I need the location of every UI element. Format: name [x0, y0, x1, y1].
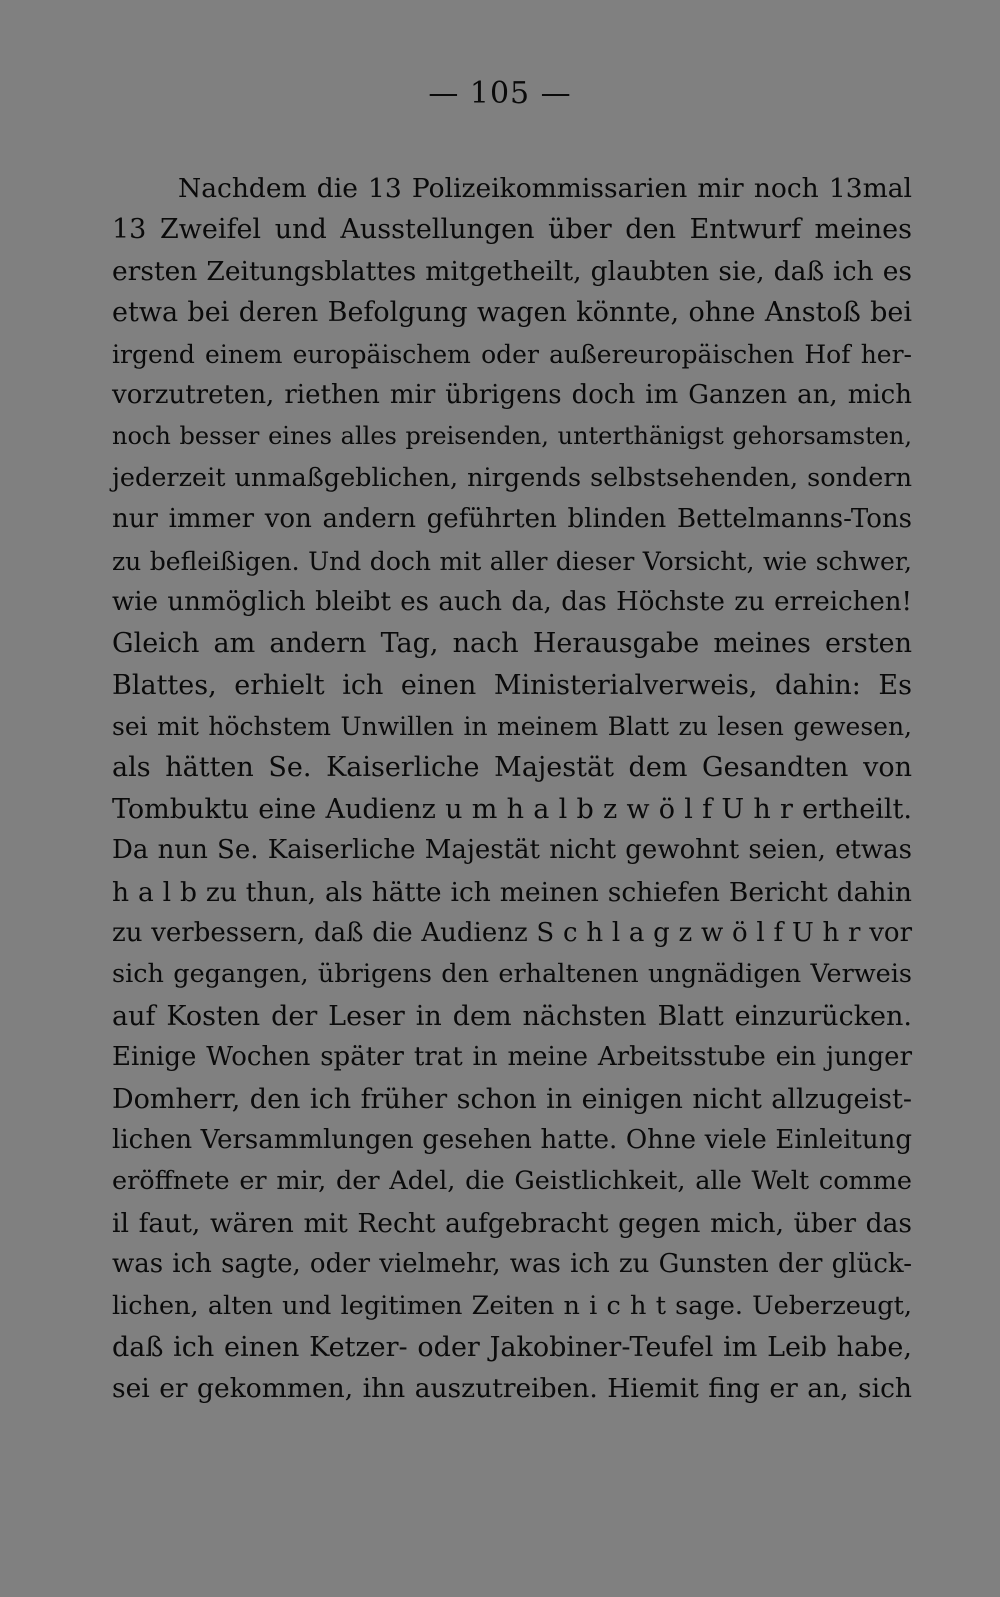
text-line: auf Kosten der Leser in dem nächsten Blatt einzurücken.	[112, 1000, 912, 1032]
text-line: jederzeit unmaßgeblichen, nirgends selbstsehenden, sondern	[112, 462, 912, 493]
text-line: als hätten Se. Kaiserliche Majestät dem Gesandten von	[112, 752, 912, 784]
text-line: il faut, wären mit Recht aufgebracht gegen mich, über das	[112, 1207, 912, 1239]
text-line: vorzutreten, riethen mir übrigens doch im Ganzen an, mich	[112, 379, 912, 410]
text-line: daß ich einen Ketzer- oder Jakobiner-Teufel im Leib habe,	[112, 1331, 912, 1363]
text-line: noch besser eines alles preisenden, unterthänigst gehorsamsten,	[112, 422, 912, 451]
text-line: Da nun Se. Kaiserliche Majestät nicht gewohnt seien, etwas	[112, 835, 912, 866]
text-line: lichen Versammlungen gesehen hatte. Ohne viele Einleitung	[112, 1124, 912, 1155]
text-line: lichen, alten und legitimen Zeiten n i c h t sage. Ueberzeugt,	[112, 1290, 912, 1321]
text-line: Domherr, den ich früher schon in einigen nicht allzugeist-	[112, 1083, 912, 1115]
text-line: Nachdem die 13 Polizeikommissarien mir noch 13mal	[178, 173, 912, 204]
text-line: eröffnete er mir, der Adel, die Geistlichkeit, alle Welt comme	[112, 1166, 912, 1197]
text-line: zu befleißigen. Und doch mit aller dieser Vorsicht, wie schwer,	[112, 546, 912, 576]
text-line: Tombuktu eine Audienz u m h a l b z w ö l f U h r ertheilt.	[112, 793, 912, 825]
text-line: zu verbessern, daß die Audienz S c h l a g z w ö l f U h r vor	[112, 918, 912, 949]
text-line: wie unmöglich bleibt es auch da, das Höchste zu erreichen!	[112, 586, 912, 617]
text-line: sei mit höchstem Unwillen in meinem Blatt zu lesen gewesen,	[112, 712, 912, 742]
text-line: 13 Zweifel und Ausstellungen über den Entwurf meines	[112, 214, 912, 246]
text-line: irgend einem europäischem oder außereuropäischen Hof her-	[112, 339, 912, 369]
text-line: sei er gekommen, ihn auszutreiben. Hiemit fing er an, sich	[112, 1373, 912, 1405]
text-line: sich gegangen, übrigens den erhaltenen ungnädigen Verweis	[112, 959, 912, 990]
text-line: Einige Wochen später trat in meine Arbeitsstube ein junger	[112, 1042, 912, 1073]
text-line: Gleich am andern Tag, nach Herausgabe meines ersten	[112, 628, 912, 660]
body-text	[112, 168, 912, 1410]
text-line: h a l b zu thun, als hätte ich meinen schiefen Bericht dahin	[112, 876, 912, 908]
text-line: ersten Zeitungsblattes mitgetheilt, glaubten sie, daß ich es	[112, 255, 912, 287]
text-line: Blattes, erhielt ich einen Ministerialverweis, dahin: Es	[112, 669, 912, 701]
text-line: etwa bei deren Befolgung wagen könnte, ohne Anstoß bei	[112, 297, 912, 329]
text-line: was ich sagte, oder vielmehr, was ich zu Gunsten der glück-	[112, 1249, 912, 1280]
page-number: — 105 —	[428, 76, 572, 111]
text-line: nur immer von andern geführten blinden Bettelmanns-Tons	[112, 504, 912, 535]
